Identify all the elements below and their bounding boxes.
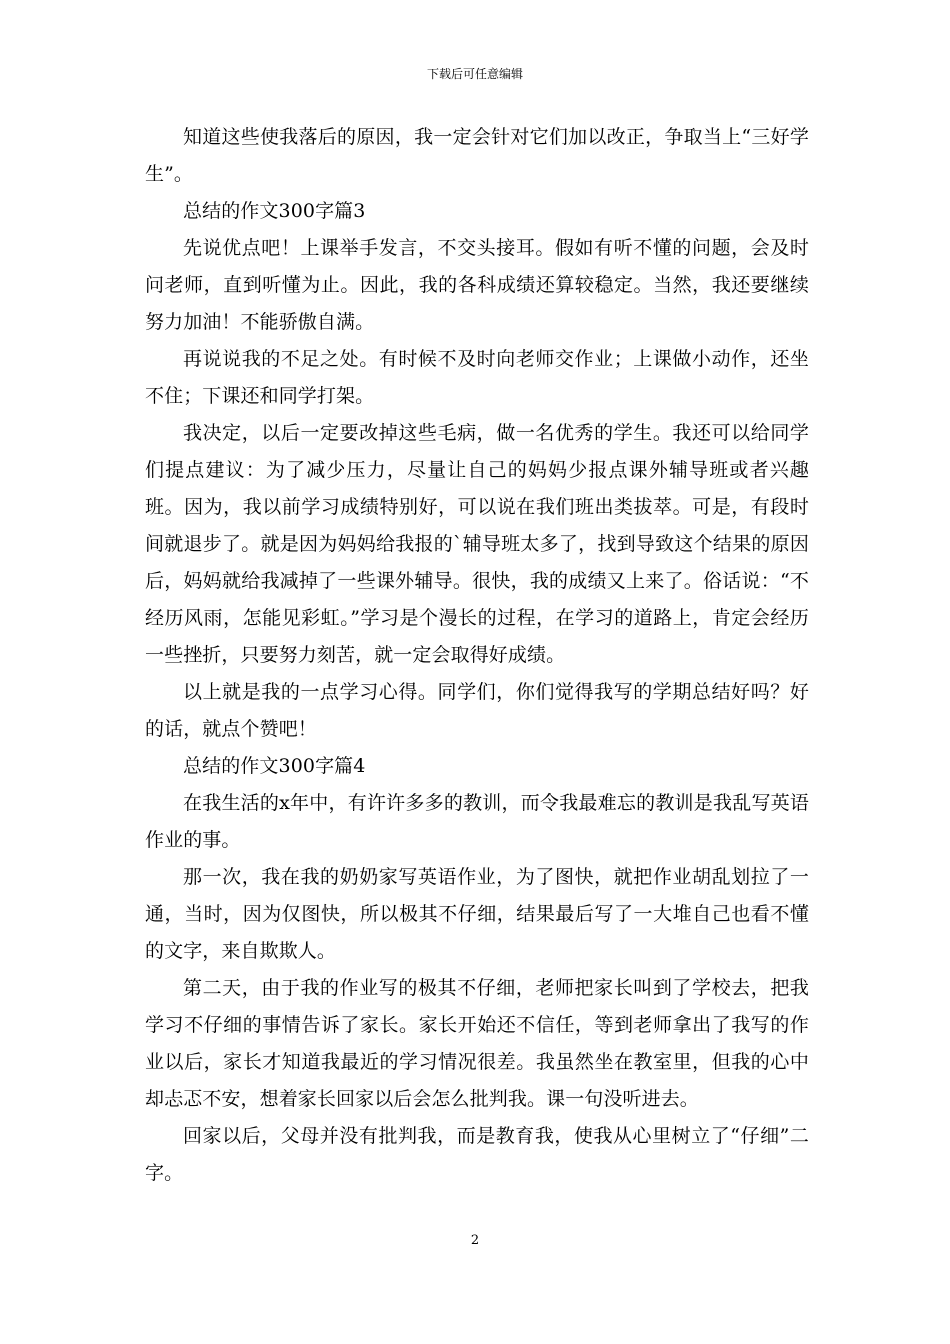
page-header: 下载后可任意编辑 bbox=[426, 67, 523, 81]
section-heading: 总结的作文300字篇3 bbox=[183, 200, 366, 222]
paragraph: 我决定，以后一定要改掉这些毛病，做一名优秀的学生。我还可以给同学们提点建议：为了减少压力，尽量让自己的妈妈少报点课外辅导班或者兴趣班。因为，我以前学习成绩特别好，可以说在我们班出类拔萃。可是，有段时间就退步了。就是因为妈妈给我报的`辅导班太多了，找到导致这个结果的原因后，妈妈就给我减掉了一些课外辅导。很快，我的成绩又上来了。俗话说：“不经历风雨，怎能见彩虹。”学习是个漫长的过程，在学习的道路上，肯定会经历一些挫折，只要努力刻苦，就一定会取得好成绩。 bbox=[145, 422, 809, 666]
paragraph: 回家以后，父母并没有批判我，而是教育我，使我从心里树立了“仔细”二字。 bbox=[145, 1125, 809, 1184]
document-body bbox=[145, 119, 809, 1192]
section-heading: 总结的作文300字篇4 bbox=[183, 755, 366, 777]
paragraph: 再说说我的不足之处。有时候不及时向老师交作业；上课做小动作，还坐不住；下课还和同学打架。 bbox=[145, 348, 809, 407]
page-number: 2 bbox=[470, 1233, 480, 1248]
paragraph: 先说优点吧！上课举手发言，不交头接耳。假如有听不懂的问题，会及时问老师，直到听懂为止。因此，我的各科成绩还算较稳定。当然，我还要继续努力加油！不能骄傲自满。 bbox=[145, 237, 809, 333]
paragraph: 以上就是我的一点学习心得。同学们，你们觉得我写的学期总结好吗？好的话，就点个赞吧！ bbox=[145, 681, 809, 740]
paragraph: 知道这些使我落后的原因，我一定会针对它们加以改正，争取当上“三好学生”。 bbox=[145, 126, 809, 185]
paragraph: 第二天，由于我的作业写的极其不仔细，老师把家长叫到了学校去，把我学习不仔细的事情告诉了家长。家长开始还不信任，等到老师拿出了我写的作业以后，家长才知道我最近的学习情况很差。我虽然坐在教室里，但我的心中却忐忑不安，想着家长回家以后会怎么批判我。课一句没听进去。 bbox=[145, 977, 809, 1110]
paragraph: 那一次，我在我的奶奶家写英语作业，为了图快，就把作业胡乱划拉了一通，当时，因为仅图快，所以极其不仔细，结果最后写了一大堆自己也看不懂的文字，来自欺欺人。 bbox=[145, 866, 809, 962]
paragraph: 在我生活的x年中，有许许多多的教训，而令我最难忘的教训是我乱写英语作业的事。 bbox=[145, 792, 809, 851]
